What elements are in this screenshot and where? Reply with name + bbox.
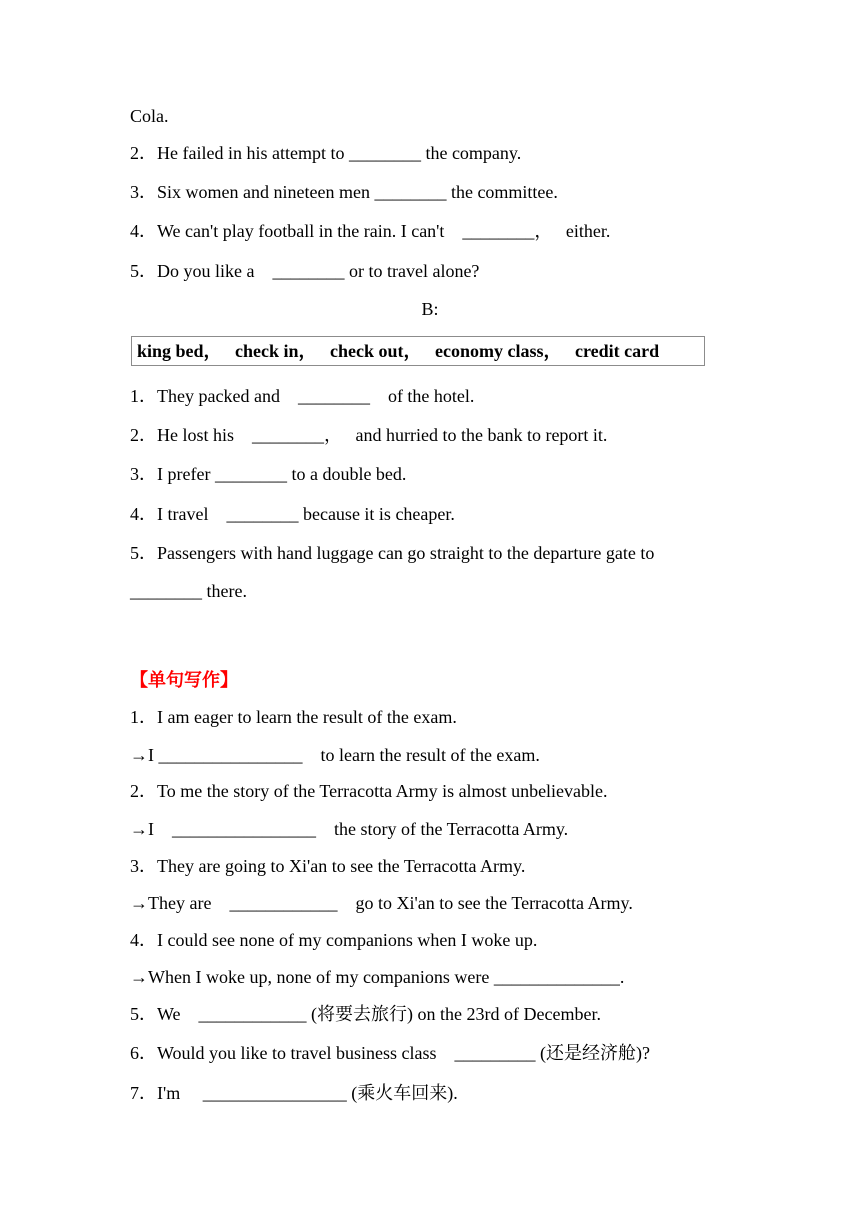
part-a-item-3: 3．Six women and nineteen men ________ the committee.: [130, 182, 558, 202]
part-b-item-5: 5．Passengers with hand luggage can go straight to the departure gate to: [130, 543, 655, 563]
part-b-label: B:: [421, 299, 439, 319]
writing-item-2: 2．To me the story of the Terracotta Army is almost unbelievable.: [130, 781, 608, 801]
writing-item-4-rewrite: →When I woke up, none of my companions were ______________.: [130, 967, 625, 987]
writing-item-4: 4．I could see none of my companions when I woke up.: [130, 930, 538, 950]
writing-item-5: 5．We ____________ (将要去旅行) on the 23rd of December.: [130, 1004, 601, 1024]
writing-item-3-rewrite: →They are ____________ go to Xi'an to see the Terracotta Army.: [130, 893, 633, 913]
writing-item-7: 7．I'm ________________ (乘火车回来).: [130, 1083, 458, 1103]
part-b-item-4: 4．I travel ________ because it is cheaper.: [130, 504, 455, 524]
writing-item-2-rewrite: →I ________________ the story of the Terracotta Army.: [130, 819, 569, 839]
section-heading: 【单句写作】: [130, 670, 238, 691]
writing-item-1: 1．I am eager to learn the result of the exam.: [130, 707, 457, 727]
writing-item-6: 6．Would you like to travel business class _________ (还是经济舱)?: [130, 1043, 650, 1063]
writing-item-3: 3．They are going to Xi'an to see the Terracotta Army.: [130, 856, 526, 876]
part-a-line-cont: Cola.: [130, 106, 169, 126]
part-b-item-2: 2．He lost his ________， and hurried to the bank to report it.: [130, 425, 608, 445]
writing-item-1-rewrite: →I ________________ to learn the result of the exam.: [130, 745, 540, 765]
part-b-item-1: 1．They packed and ________ of the hotel.: [130, 386, 475, 406]
part-a-item-2: 2．He failed in his attempt to ________ the company.: [130, 143, 522, 163]
part-a-item-4: 4．We can't play football in the rain. I can't ________， either.: [130, 221, 611, 241]
part-b-item-5-cont: ________ there.: [130, 581, 247, 601]
word-box: king bed， check in， check out， economy class， credit card: [131, 336, 705, 366]
part-b-item-3: 3．I prefer ________ to a double bed.: [130, 464, 407, 484]
part-a-item-5: 5．Do you like a ________ or to travel alone?: [130, 261, 480, 281]
